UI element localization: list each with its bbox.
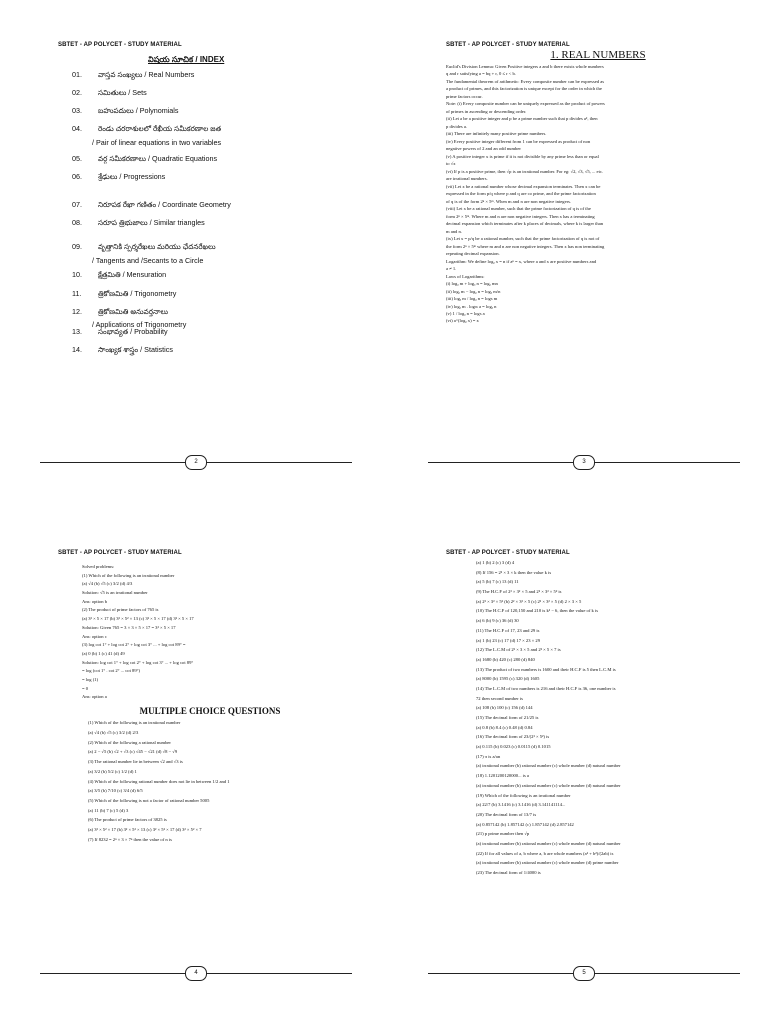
index-item xyxy=(72,200,231,211)
index-item-label: నిరూపక రేఖా గణితం / Coordinate Geometry xyxy=(98,200,231,209)
text-line: (a) 11 (b) 7 (c) 5 (d) 3 xyxy=(88,807,129,813)
text-line: (iii) There are infinitely many positive prime numbers. xyxy=(446,131,547,137)
text-line: (a) irrational number (b) rational number (c) whole number (d) prime number xyxy=(476,860,619,866)
solved-problems xyxy=(58,564,362,700)
text-line: (4) Which of the following rational number does not lie in between 1/2 and 1 xyxy=(88,778,230,784)
text-line: a ≠ 1. xyxy=(446,266,457,272)
text-line: (vi) If p is a positive prime, then √p is an irrational number. For eg: √2, √3, √5, ... etc. xyxy=(446,168,604,174)
text-line: (a) 3² × 5² × 17 (b) 3² × 5² × 13 (c) 3² × 5² × 17 (d) 3² × 5² × 7 xyxy=(88,826,202,832)
text-line: Logarithm: We define logₐ x = n if aⁿ = x, where a and x are positive numbers and xyxy=(446,258,597,264)
text-line: m and n. xyxy=(446,228,462,234)
text-line: Solved problems: xyxy=(82,564,115,569)
text-line: (13) The product of two numbers is 1600 and their H.C.F is 5 then L.C.M is xyxy=(476,666,616,672)
text-line: (a) irrational number (b) rational number (c) whole number (d) natural number xyxy=(476,782,621,788)
index-item-label: సాంఖ్యక శాస్త్రం / Statistics xyxy=(98,345,173,354)
text-line: (9) The H.C.F of 2³ × 3² × 5 and 2² × 3³ × 5² is xyxy=(476,589,562,595)
index-item xyxy=(72,307,168,318)
text-line: (iv) logₐ m . logₘ a = logₐ n xyxy=(446,303,497,309)
index-item-number: 09. xyxy=(72,242,82,251)
text-line: (7) If 8232 = 2ⁿ × 3 × 7ⁿ then the value of n is xyxy=(88,836,172,842)
text-line: (a) 2 − √5 (b) √2 + √3 (c) √45 − √21 (d) √8 − √9 xyxy=(88,749,178,755)
text-line: (a) 1 (b) 2 (c) 3 (d) 4 xyxy=(476,560,515,565)
index-item-number: 01. xyxy=(72,70,82,79)
page-number: 4 xyxy=(185,966,207,981)
text-line: (a) 108 (b) 100 (c) 156 (d) 144 xyxy=(476,705,533,711)
text-line: (vi) a^(logₐ x) = x xyxy=(446,318,479,324)
text-line: negative powers of 2 and an odd number xyxy=(446,146,521,152)
text-line: (a) 22/7 (b) 3.1416 (c) 3.1416 (d) 3.141141114... xyxy=(476,802,566,808)
index-item-number: 13. xyxy=(72,327,82,336)
text-line: (a) irrational number (b) rational number (c) whole number (d) natural number xyxy=(476,840,621,846)
text-line: (18) 1.1201200120000... is a xyxy=(476,773,529,779)
text-line: (1) Which of the following is an irrational number xyxy=(82,572,175,578)
index-item-number: 03. xyxy=(72,106,82,115)
text-line: 72 then second number is xyxy=(476,695,523,701)
text-line: (10) The H.C.F of 120,150 and 210 is k² − 6, then the value of k is xyxy=(476,608,599,614)
index-item-label: త్రికోణమితి / Trigonometry xyxy=(98,289,177,298)
page-3-text xyxy=(446,64,750,325)
text-line: (v) 1 / logₐ n = logₙ a xyxy=(446,310,485,316)
text-line: Ans: option b xyxy=(82,598,108,604)
text-line: = 0 xyxy=(82,685,89,691)
text-line: p divides a. xyxy=(446,123,468,129)
chapter-title: 1. REAL NUMBERS xyxy=(550,49,646,61)
text-line: (a) 2³ × 3³ × 5² (b) 2² × 3² × 5 (c) 2³ × 3² × 5 (d) 2 × 3 × 5 xyxy=(476,598,582,604)
page-header: SBTET - AP POLYCET - STUDY MATERIAL xyxy=(446,550,570,556)
text-line: (11) The H.C.F of 17, 23 and 29 is xyxy=(476,627,540,633)
text-line: (a) 1680 (b) 420 (c) 280 (d) 840 xyxy=(476,656,535,662)
page-number: 2 xyxy=(185,455,207,470)
text-line: (a) 8000 (b) 1595 (c) 320 (d) 1605 xyxy=(476,676,540,682)
page-3 xyxy=(446,42,750,462)
text-line: (a) 0 (b) 1 (c) 41 (d) 49 xyxy=(82,650,125,656)
page-footer-4 xyxy=(40,966,352,980)
index-item xyxy=(72,345,173,356)
text-line: repeating decimal expansion. xyxy=(446,251,500,257)
text-line: (8) If 156 = 2² × 3 × k then the value k is xyxy=(476,569,552,575)
index-item xyxy=(72,242,216,253)
text-line: (1) Which of the following is an irrational number xyxy=(88,720,181,726)
text-line: (17) π is a/an xyxy=(476,753,501,759)
index-item-label: క్షేత్రమితి / Mensuration xyxy=(98,270,167,279)
index-item xyxy=(72,289,176,300)
text-line: prime factors occur. xyxy=(446,93,483,99)
text-line: (a) 3/5 (b) 7/10 (c) 3/4 (d) 6/5 xyxy=(88,788,143,794)
text-line: (a) 0.857142 (b) 1.857142 (c) 1.857142 (d) 2.857142 xyxy=(476,821,574,827)
text-line: (iii) logₐ m / logₐ n = logₙ m xyxy=(446,296,498,302)
index-item xyxy=(72,218,205,229)
index-item-number: 05. xyxy=(72,154,82,163)
text-line: (viii) Let x be a rational number, such that the prime factorization of q is of the xyxy=(446,206,591,212)
index-item-label: వర్గ సమీకరణాలు / Quadratic Equations xyxy=(98,154,218,163)
index-item-number: 06. xyxy=(72,172,82,181)
page-footer-2 xyxy=(40,455,352,469)
text-line: (v) A positive integer x is prime if it is not divisible by any prime less than or equal xyxy=(446,153,599,159)
text-line: Solution: Given 765 = 3 × 3 × 5 × 17 = 3² × 5 × 17 xyxy=(82,624,176,630)
index-item-label: సంభావ్యత / Probability xyxy=(98,327,168,336)
text-line: (22) If for all values of a, b where a, b are whole numbers (a² + b²)/(2ab) is xyxy=(476,850,614,856)
text-line: (ii) logₐ m − logₐ n = logₐ m/n xyxy=(446,288,501,294)
text-line: the form 2ⁿ × 5ᵐ where m and n are non negative integers. Then x has non terminating xyxy=(446,243,605,249)
index-item xyxy=(72,124,221,135)
page-footer-5 xyxy=(428,966,740,980)
index-item-label: సమితులు / Sets xyxy=(98,88,147,97)
page-5-text xyxy=(446,560,750,876)
index-item-subtitle: / Applications of Trigonometry xyxy=(92,320,187,329)
text-line: (iv) Every positive integer different from 1 can be expressed as product of non xyxy=(446,138,591,144)
text-line: Ans: option c xyxy=(82,633,107,639)
page-5 xyxy=(446,550,750,960)
text-line: (15) The decimal form of 21/25 is xyxy=(476,715,539,720)
text-line: (3) The rational number lie in between √2 and √3 is xyxy=(88,759,183,765)
text-line: Note: (i) Every composite number can be uniquely expressed as the product of powers xyxy=(446,101,605,107)
index-item-label: వృత్తానికి స్పర్శరేఖలు మరియు ఛేదనరేఖలు xyxy=(98,242,216,251)
text-line: The fundamental theorem of arithmetic: Every composite number can be expressed as xyxy=(446,78,605,84)
page-2 xyxy=(58,42,362,462)
text-line: (21) p prime number then √p xyxy=(476,831,530,837)
index-item xyxy=(72,270,166,281)
text-line: expressed in the form p/q where p and q are co prime, and the prime factorization xyxy=(446,191,596,197)
page-number: 5 xyxy=(573,966,595,981)
text-line: are irrational numbers. xyxy=(446,176,488,182)
index-item xyxy=(72,172,165,183)
text-line: (3) log cot 1° + log cot 2° + log cot 3° ... + log cot 89° = xyxy=(82,642,186,648)
text-line: Ans: option a xyxy=(82,694,107,700)
index-item-number: 12. xyxy=(72,307,82,316)
page-number: 3 xyxy=(573,455,595,470)
index-item-subtitle: / Pair of linear equations in two variables xyxy=(92,138,222,147)
text-line: (19) Which of the following is an irrational number xyxy=(476,792,571,798)
index-item xyxy=(72,70,194,81)
index-item-number: 10. xyxy=(72,270,82,279)
index-item xyxy=(72,154,217,165)
text-line: (16) The decimal form of 23/(2³ × 5²) is xyxy=(476,734,550,740)
index-item-subtitle: / Tangents and /Secants to a Circle xyxy=(92,256,204,265)
index-item-label: సరూప త్రిభుజాలు / Similar triangles xyxy=(98,218,205,227)
text-line: (ix) Let x = p/q be a rational number, such that the prime factorization of q is not of xyxy=(446,236,600,242)
index-item-label: రెండు చరరాశులలో రేఖీయ సమీకరణాల జత xyxy=(98,124,222,133)
index-item-label: వాస్తవ సంఖ్యలు / Real Numbers xyxy=(98,70,195,79)
page-header: SBTET - AP POLYCET - STUDY MATERIAL xyxy=(58,42,182,48)
text-line: (i) logₐ m + logₐ n = logₐ mn xyxy=(446,281,498,287)
page-4 xyxy=(58,550,362,960)
index-item-number: 04. xyxy=(72,124,82,133)
text-line: (a) 1 (b) 23 (c) 17 (d) 17 × 23 × 29 xyxy=(476,637,540,643)
index-item-number: 11. xyxy=(72,289,82,298)
text-line: (a) 3² × 5 × 17 (b) 3² × 5² × 13 (c) 3² × 5 × 17 (d) 3² × 5 × 17 xyxy=(82,616,194,622)
text-line: Euclid's Division Lemma: Given Positive integers a and b there exists whole numbers xyxy=(446,64,604,69)
page-header: SBTET - AP POLYCET - STUDY MATERIAL xyxy=(446,42,570,48)
mcq-title: MULTIPLE CHOICE QUESTIONS xyxy=(139,706,281,717)
text-line: (a) irrational number (b) rational number (c) whole number (d) natural number xyxy=(476,763,621,769)
text-line: (a) 5 (b) 7 (c) 13 (d) 11 xyxy=(476,579,519,585)
text-line: (23) The decimal form of 1/4000 is xyxy=(476,870,541,875)
text-line: form 2ⁿ × 5ᵐ. Where m and n are non negative integers. Then x has a terminating xyxy=(446,213,595,219)
text-line: decimal expansion which terminates after k places of decimals, where k is larger than xyxy=(446,221,604,227)
text-line: a product of primes, and this factorization is unique except for the order in which the xyxy=(446,86,602,92)
text-line: = log (cot 1° . cot 2° ... cot 89°) xyxy=(82,668,140,674)
text-line: (2) Which of the following a rational number xyxy=(88,739,171,745)
text-line: (a) √4 (b) √5 (c) 3/2 (d) 4/3 xyxy=(82,581,133,587)
index-item-number: 07. xyxy=(72,200,82,209)
index-item xyxy=(72,106,178,117)
index-item-number: 14. xyxy=(72,345,82,354)
text-line: Solution: log cot 1° + log cot 2° + log cot 3° ... + log cot 89° xyxy=(82,659,194,665)
text-line: = log (1) xyxy=(82,676,99,682)
index-item-label: త్రికోణమితి అనువర్తనాలు xyxy=(98,307,169,316)
text-line: (a) √4 (b) √5 (c) 3/2 (d) 2/3 xyxy=(88,730,139,736)
index-item-label: బహుపదులు / Polynomials xyxy=(98,106,179,115)
text-line: (a) 3/2 (b) 5/2 (c) 1/2 (d) 1 xyxy=(88,768,137,774)
index-item-number: 08. xyxy=(72,218,82,227)
text-line: Solution: √5 is an irrational number xyxy=(82,590,148,596)
text-line: of primes in ascending or descending order. xyxy=(446,108,527,114)
text-line: (vii) Let x be a rational number whose decimal expansion terminates. Then x can be xyxy=(446,183,601,189)
text-line: (5) Which of the following is not a factor of rational number 5005 xyxy=(88,797,210,803)
index-title: విషయ సూచిక / INDEX xyxy=(148,55,225,64)
index-item xyxy=(72,88,147,99)
index-item-number: 02. xyxy=(72,88,82,97)
page-header: SBTET - AP POLYCET - STUDY MATERIAL xyxy=(58,550,182,556)
mcq-questions xyxy=(58,720,362,842)
index-item-label: శ్రేఢులు / Progressions xyxy=(98,172,166,181)
text-line: (2) The product of prime factors of 765 is xyxy=(82,607,159,613)
text-line: (12) The L.C.M of 2³ × 3 × 5 and 2² × 5 × 7 is xyxy=(476,647,561,653)
text-line: to √x xyxy=(446,161,456,167)
text-line: (a) 6 (b) 9 (c) 36 (d) 30 xyxy=(476,618,519,624)
text-line: (a) 0.115 (b) 0.023 (c) 0.0115 (d) 0.1015 xyxy=(476,744,551,750)
text-line: (6) The product of prime factors of 3825 is xyxy=(88,817,167,823)
text-line: (a) 0.8 (b) 8.4 (c) 0.48 (d) 0.84 xyxy=(476,724,533,730)
page-footer-3 xyxy=(428,455,740,469)
text-line: of q is of the form 2ⁿ × 5ᵐ. When m and n are non negative integers. xyxy=(446,198,572,204)
text-line: (20) The decimal form of 13/7 is xyxy=(476,811,537,817)
text-line: (14) The L.C.M of two numbers is 216 and their H.C.F is 36, one number is xyxy=(476,685,616,691)
text-line: q and r satisfying a = bq + r, 0 ≤ r < b. xyxy=(446,71,516,77)
text-line: Laws of Logarithms: xyxy=(446,273,485,279)
text-line: (ii) Let a be a positive integer and p be a prime number such that p divides a², then xyxy=(446,116,598,122)
